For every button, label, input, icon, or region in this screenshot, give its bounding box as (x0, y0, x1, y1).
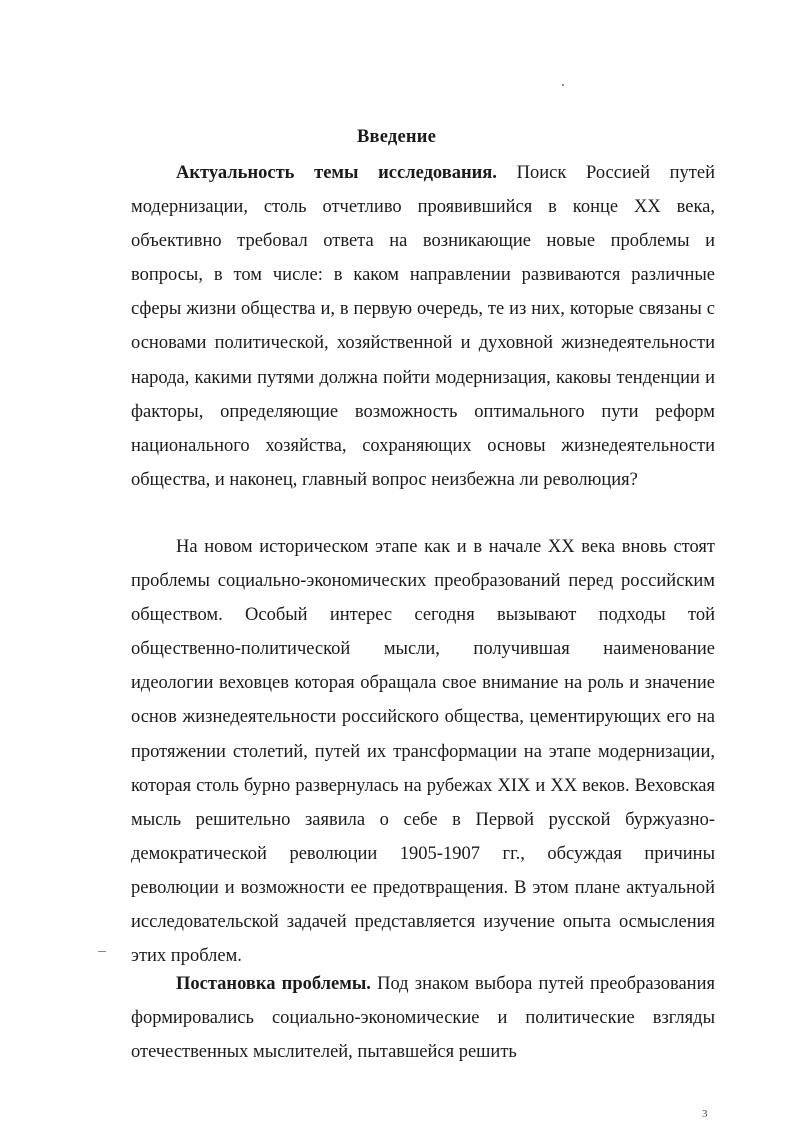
paragraph-body-problem: Под знаком выбора путей преобразования формировались социально-экономические и политические взгляды отечественных мыслителей, пытавшейся решить (131, 974, 715, 1063)
paragraph-relevance (131, 156, 715, 497)
paragraph-body-context: На новом историческом этапе как и в начале XX века вновь стоят проблемы социально-экономических преобразований перед российским обществом. Особый интерес сегодня вызывают подходы той общественно-политической мысли, получившая наименование идеологии веховцев которая обращала свое внимание на роль и значение основ жизнедеятельности российского общества, цементирующих его на протяжении столетий, путей их трансформации на этапе модернизации, которая столь бурно развернулась на рубежах XIX и XX веков. Веховская мысль решительно заявила о себе в Первой русской буржуазно-демократической революции 1905-1907 гг., обсуждая причины революции и возможности ее предотвращения. В этом плане актуальной исследовательской задачей представляется изучение опыта осмысления этих проблем. (131, 537, 715, 967)
paragraph-context (131, 530, 715, 973)
section-title: Введение (357, 127, 436, 147)
scan-speck (562, 84, 564, 86)
paragraph-lead-relevance: Актуальность темы исследования. (176, 163, 497, 183)
paragraph-problem (131, 967, 715, 1069)
page-number: 3 (702, 1108, 708, 1120)
scan-mark (98, 951, 106, 952)
paragraph-lead-problem: Постановка проблемы. (176, 974, 371, 994)
paragraph-body-relevance: Поиск Россией путей модернизации, столь отчетливо проявившийся в конце XX века, объективно требовал ответа на возникающие новые проблемы и вопросы, в том числе: в каком направлении развиваются различные сферы жизни общества и, в первую очередь, те из них, которые связаны с основами политической, хозяйственной и духовной жизнедеятельности народа, какими путями должна пойти модернизация, каковы тенденции и факторы, определяющие возможность оптимального пути реформ национального хозяйства, сохраняющих основы жизнедеятельности общества, и наконец, главный вопрос неизбежна ли революция? (131, 163, 716, 490)
